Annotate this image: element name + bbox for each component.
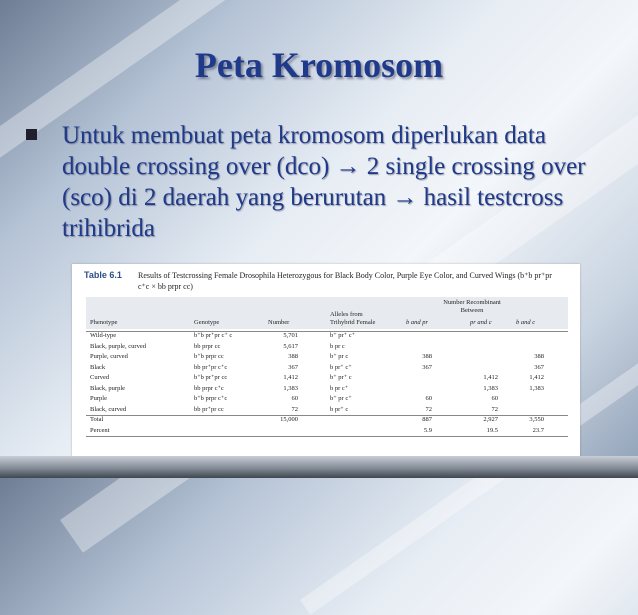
cell-pr-c: 60 [491,395,498,402]
cell-pr-c: 72 [491,405,498,413]
cell-b-c: 23.7 [532,426,544,434]
cell-alleles: b pr⁺ c⁺ [330,363,352,371]
cell-phenotype: Wild-type [90,332,117,339]
cell-number: 367 [288,363,298,371]
cell-phenotype: Curved [90,374,110,381]
table-row [86,405,568,416]
table-row [86,394,568,405]
cell-genotype: b⁺b pr⁺pr c⁺ c [194,332,233,339]
cell-b-c: 1,383 [529,384,544,392]
cell-phenotype: Purple, curved [90,353,128,360]
cell-genotype: b⁺b pr⁺pr cc [194,374,228,381]
square-bullet-icon [26,129,37,140]
cell-number: 5,701 [283,332,298,339]
header-recombinant: Number Recombinant Between [443,299,501,314]
bullet-item [26,120,618,244]
header-b-pr: b and pr [406,319,429,326]
cell-pr-c: 19.5 [486,426,498,434]
cell-number: 1,383 [283,384,298,392]
cell-alleles: b⁺ pr⁺ c⁺ [330,332,356,339]
slide-title: Peta Kromosom [194,45,444,85]
cell-b-pr: 72 [425,405,432,413]
cell-phenotype: Black, curved [90,405,127,413]
cell-phenotype: Percent [90,426,110,434]
table-row [86,331,568,342]
cell-number: 5,617 [283,342,298,350]
cell-phenotype: Total [90,416,104,423]
cell-number: 388 [288,353,298,360]
table-row [86,384,568,395]
cell-b-c: 3,550 [529,416,544,423]
table-row-total [86,415,568,426]
row-divider [86,415,568,416]
table-caption: Results of Testcrossing Female Drosophila Heterozygous for Black Body Color, Purple Eye Color, and Curved Wings (b⁺b pr⁺pr c⁺c × bb prpr cc) [138,271,552,291]
header-alleles: Alleles from Trihybrid Female [330,311,376,326]
cell-phenotype: Purple [90,395,107,402]
slide-footer-bar [0,456,638,478]
table-row [86,363,568,374]
cell-b-c: 367 [534,363,544,371]
cell-number: 72 [291,405,298,413]
cell-b-c: 388 [534,353,544,360]
cell-b-pr: 60 [425,395,432,402]
header-b-c: b and c [516,319,536,326]
table-row [86,373,568,384]
cell-genotype: bb pr⁺pr cc [194,405,224,413]
cell-b-pr: 5.9 [423,426,432,434]
cell-b-c: 1,412 [529,374,544,381]
cell-phenotype: Black [90,363,106,371]
header-phenotype: Phenotype [90,319,118,326]
row-divider [86,436,568,437]
cell-b-pr: 388 [422,353,432,360]
cell-genotype: b⁺b prpr cc [194,353,224,360]
row-divider [86,331,568,332]
header-number: Number [268,319,290,326]
table-row [86,352,568,363]
cell-alleles: b pr c⁺ [330,384,349,392]
table-body [86,331,568,436]
header-genotype: Genotype [194,319,220,326]
cell-alleles: b⁺ pr c⁺ [330,395,352,402]
table-row [86,342,568,353]
cell-b-pr: 367 [422,363,432,371]
cell-pr-c: 1,412 [483,374,498,381]
bullet-text: Untuk membuat peta kromosom diperlukan data double crossing over (dco) → 2 single crossing over (sco) di 2 daerah yang berurutan → hasil testcross trihibrida [62,122,586,242]
cell-genotype: b⁺b prpr c⁺c [194,395,228,402]
cell-phenotype: Black, purple, curved [90,342,146,350]
cell-alleles: b⁺ pr⁺ c [330,374,352,381]
table-header [86,297,568,329]
header-pr-c: pr and c [470,319,492,326]
cell-alleles: b pr⁺ c [330,405,349,413]
cell-number: 15,000 [280,416,298,423]
cell-number: 1,412 [283,374,298,381]
cell-pr-c: 2,927 [483,416,498,423]
cell-phenotype: Black, purple [90,384,126,392]
table-label: Table 6.1 [84,270,122,280]
table-image [72,264,580,460]
cell-alleles: b pr c [330,342,345,350]
cell-genotype: bb prpr c⁺c [194,384,224,392]
table-row-percent [86,426,568,437]
cell-genotype: bb prpr cc [194,342,221,350]
cell-b-pr: 887 [422,416,432,423]
cell-pr-c: 1,383 [483,384,498,392]
cell-number: 60 [291,395,298,402]
cell-genotype: bb pr⁺pr c⁺c [194,363,228,371]
cell-alleles: b⁺ pr c [330,353,349,360]
